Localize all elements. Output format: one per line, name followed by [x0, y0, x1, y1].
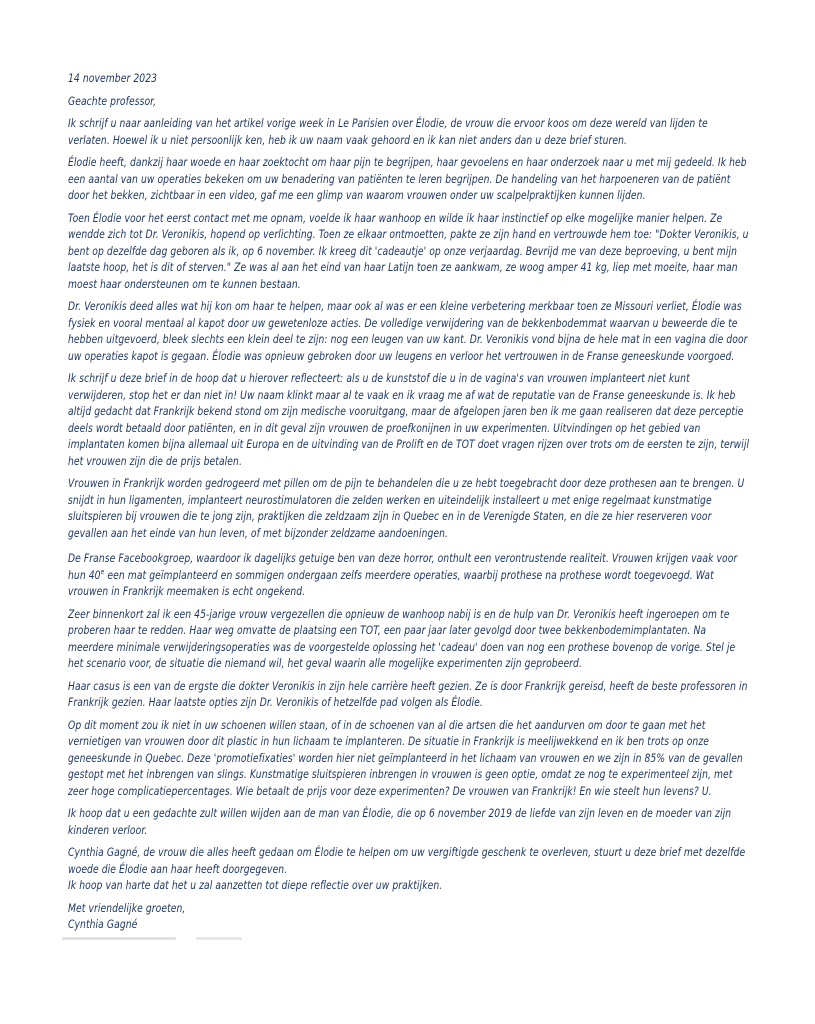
- letter-date: 14 november 2023: [68, 71, 158, 85]
- facebook-text-before: De Franse Facebookgroep, waardoor ik dagelijks getuige ben van deze horror, onthult een verontrustende realiteit. Vrouwen krijgen vaak voor hun 40: [68, 551, 738, 582]
- paragraph-elodie-shared: Élodie heeft, dankzij haar woede en haar zoektocht om haar pijn te begrijpen, haar gevoelens en haar onderzoek naar u met mij gedeeld. Ik heb een aantal van uw operaties bekeken om uw benadering van patiënten te leren begrijpen. De handeling van het harpoeneren van de patiënt door het bekken, zichtbaar in een video, gaf me een glimp van waarom vrouwen onder uw scalpelpraktijken kunnen lijden.: [68, 155, 747, 202]
- facebook-text-after: een mat geïmplanteerd en sommigen ondergaan zelfs meerdere operaties, waarbij prothese na prothese wordt toegevoegd. Wat vrouwen in Frankrijk meemaken is echt ongekend.: [68, 567, 714, 598]
- paragraph-women-france: Vrouwen in Frankrijk worden gedrogeerd met pillen om de pijn te behandelen die u ze hebt toegebracht door deze prothesen aan te brengen. U snijdt in hun ligamenten, implanteert neurostimulatoren die zelden werken en uiteindelijk installeert u met enige regelmaat kunstmatige sluitspieren bij vrouwen die te jong zijn, praktijken die zeldzaam zijn in Quebec en in de Verenigde Staten, en die ze hier reserveren voor gevallen aan het einde van hun leven, of met bijzonder zeldzame aandoeningen.: [68, 476, 745, 540]
- paragraph-worst-case: Haar casus is een van de ergste die dokter Veronikis in zijn hele carrière heeft gezien. Ze is door Frankrijk gereisd, heeft de beste professoren in Frankrijk gezien. Haar laatste opties zijn Dr. Veronikis of hetzelfde pad volgen als Élodie.: [68, 678, 748, 709]
- closing-phrase: Met vriendelijke groeten,: [68, 900, 186, 915]
- final-line-2: Ik hoop van harte dat het u zal aanzetten tot diepe reflectie over uw praktijken.: [68, 878, 443, 892]
- paragraph-facebook-group: [68, 550, 750, 600]
- paragraph-intro: Ik schrijf u naar aanleiding van het artikel vorige week in Le Parisien over Élodie, de vrouw die ervoor koos om deze wereld van lijden te verlaten. Hoewel ik u niet persoonlijk ken, heb ik uw naam vaak gehoord en ik kan niet anders dan u deze brief sturen.: [68, 116, 708, 147]
- salutation: Geachte professor,: [68, 93, 157, 108]
- paragraph-quebec-medicine: Op dit moment zou ik niet in uw schoenen willen staan, of in de schoenen van al die artsen die het aandurven om door te gaan met het vernietigen van vrouwen door dit plastic in hun lichaam te implanteren. De situatie in Frankrijk is meelijwekkend en ik ben trots op onze geneeskunde in Quebec. Deze 'promotiefixaties' worden hier niet geïmplanteerd in het lichaam van vrouwen en we zijn in 85% van de gevallen gestopt met het inbrengen van slings. Kunstmatige sluitspieren inbrengen in vrouwen is geen optie, omdat ze nog te experimenteel zijn, met zeer hoge complicatiepercentages. Wie betaalt de prijs voor deze experimenten? De vrouwen van Frankrijk! En wie steelt hun levens? U.: [68, 717, 743, 798]
- paragraph-husband: Ik hoop dat u een gedachte zult willen wijden aan de man van Élodie, die op 6 november 2019 de liefde van zijn leven en de moeder van zijn kinderen verloor.: [68, 806, 732, 837]
- signature: Cynthia Gagné: [68, 917, 138, 931]
- paragraph-first-contact: Toen Élodie voor het eerst contact met me opnam, voelde ik haar wanhoop en wilde ik haar instinctief op elke mogelijke manier helpen. Ze wendde zich tot Dr. Veronikis, hopend op verlichting. Toen ze elkaar ontmoetten, pakte ze zijn hand en vertrouwde hem toe: "Dokter Veronikis, u bent op dezelfde dag geboren als ik, op 6 november. Ik kreeg dit 'cadeautje' op onze verjaardag. Bevrijd me van deze beproeving, u bent mijn laatste hoop, het is dit of sterven." Ze was al aan het eind van haar Latijn toen ze aankwam, ze woog amper 41 kg, liep met moeite, haar man moest haar ondersteunen om te kunnen bestaan.: [68, 210, 749, 291]
- paragraph-45-year-old: Zeer binnenkort zal ik een 45-jarige vrouw vergezellen die opnieuw de wanhoop nabij is en de hulp van Dr. Veronikis heeft ingeroepen om te proberen haar te redden. Haar weg omvatte de plaatsing een TOT, een paar jaar later gevolgd door twee bekkenbodemimplantaten. Na meerdere minimale verwijderingsoperaties was de voorgestelde oplossing het 'cadeau' doen van nog een prothese bovenop de vorige. Stel je het scenario voor, de situatie die niemand wil, het geval waarin alle mogelijke experimenten zijn geprobeerd.: [68, 606, 736, 670]
- letter-body: [68, 70, 750, 939]
- closing-block: [68, 900, 750, 933]
- final-line-1: Cynthia Gagné, de vrouw die alles heeft gedaan om Élodie te helpen om uw vergiftigde geschenk te overleven, stuurt u deze brief met dezelfde woede die Élodie aan haar heeft doorgegeven.: [68, 845, 746, 876]
- scan-smudge-artifact: [196, 937, 242, 940]
- superscript-e: e: [100, 566, 105, 576]
- paragraph-reflection: Ik schrijf u deze brief in de hoop dat u hierover reflecteert: als u de kunststof die u in de vagina's van vrouwen implanteert niet kunt verwijderen, stop het er dan niet in! Uw naam klinkt maar al te vaak en ik vraag me af wat de reputatie van de Franse geneeskunde is. Ik heb altijd gedacht dat Frankrijk bekend stond om zijn medische vooruitgang, maar de afgelopen jaren ben ik me gaan realiseren dat deze perceptie deels wordt betaald door patiënten, en in dit geval zijn vrouwen de proefkonijnen in uw experimenten. Uitvindingen op het gebied van implantaten komen bijna allemaal uit Europa en de uitvinding van de Prolift en de TOT doet vragen rijzen over trots om de eersten te zijn, terwijl het vrouwen zijn die de prijs betalen.: [68, 371, 750, 468]
- paragraph-final: [68, 844, 750, 894]
- paragraph-veronikis: Dr. Veronikis deed alles wat hij kon om haar te helpen, maar ook al was er een kleine verbetering merkbaar toen ze Missouri verliet, Élodie was fysiek en vooral mentaal al kapot door uw gewetenloze acties. De volledige verwijdering van de bekkenbodemmat waarvan u beweerde die te hebben uitgevoerd, bleek slechts een klein deel te zijn: nog een leugen van uw kant. Dr. Veronikis vond bijna de hele mat in een vagina die door uw operaties kapot is gegaan. Élodie was opnieuw gebroken door uw leugens en verloor het vertrouwen in de Franse geneeskunde voorgoed.: [68, 299, 748, 363]
- scan-smudge-artifact: [62, 937, 176, 940]
